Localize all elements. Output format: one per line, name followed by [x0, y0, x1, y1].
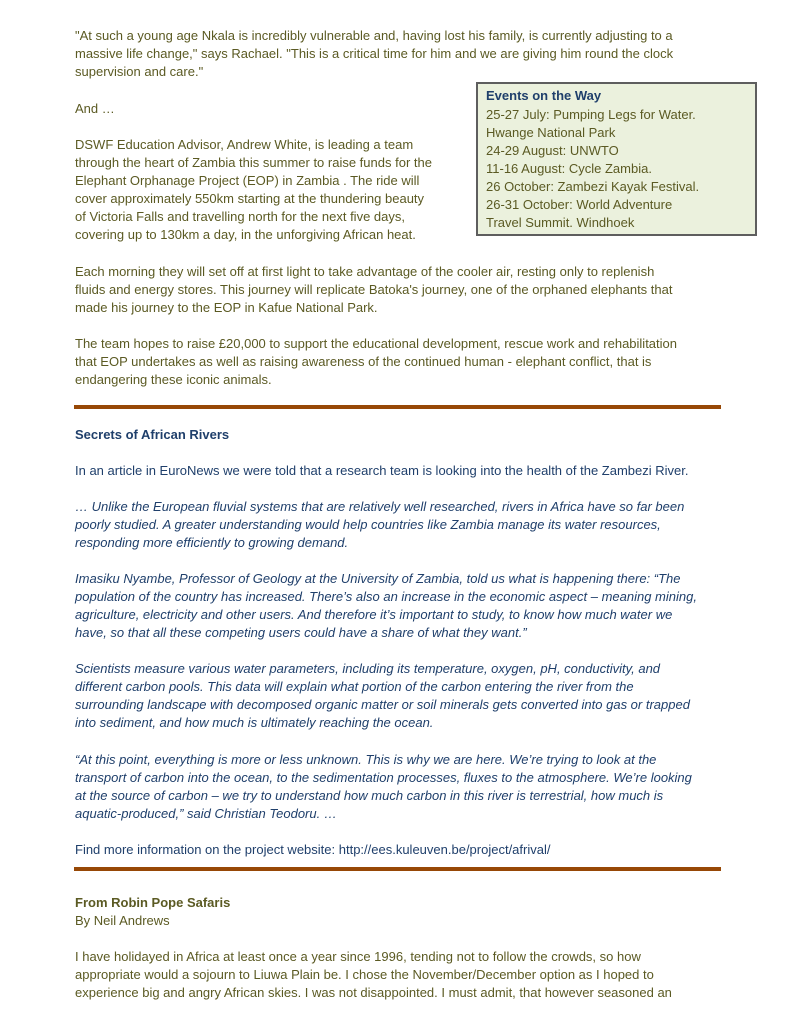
text-line: into sediment, and how much is ultimately reaching the ocean.: [75, 715, 434, 730]
text-line: through the heart of Zambia this summer to raise funds for the: [75, 155, 432, 170]
text-line: transport of carbon into the ocean, to the sedimentation processes, fluxes to the atmosphere. We’re looking: [75, 770, 692, 785]
text-line: have, so that all these competing users could have a share of what they want.”: [75, 625, 527, 640]
section-divider: [74, 867, 721, 871]
event-item: 11-16 August: Cycle Zambia.: [486, 161, 652, 176]
event-item: Travel Summit. Windhoek: [486, 215, 635, 230]
text-line: "At such a young age Nkala is incredibly vulnerable and, having lost his family, is currently adjusting to a: [75, 28, 673, 43]
text-line: population of the country has increased. There’s also an increase in the economic aspect – meaning mining,: [75, 589, 697, 604]
text-line: I have holidayed in Africa at least once a year since 1996, tending not to follow the crowds, so how: [75, 949, 641, 964]
safaris-paragraph: [75, 948, 672, 1002]
rivers-heading: Secrets of African Rivers: [75, 427, 230, 442]
event-item: Hwange National Park: [486, 125, 616, 140]
text-line: poorly studied. A greater understanding would help countries like Zambia manage its water resources,: [75, 517, 661, 532]
text-line: made his journey to the EOP in Kafue National Park.: [75, 300, 378, 315]
morning-paragraph: [75, 263, 672, 317]
rivers-intro: In an article in EuroNews we were told that a research team is looking into the health of the Zambezi River.: [75, 463, 689, 478]
project-link-line: Find more information on the project website: http://ees.kuleuven.be/project/afrival/: [75, 842, 551, 857]
text-line: aquatic-produced,” said Christian Teodoru. …: [75, 806, 337, 821]
events-box: [476, 82, 757, 236]
team-paragraph: [75, 335, 677, 389]
event-item: 26-31 October: World Adventure: [486, 197, 673, 212]
rivers-quote-3: [75, 660, 690, 732]
text-line: endangering these iconic animals.: [75, 372, 272, 387]
safaris-heading: From Robin Pope Safaris: [75, 895, 231, 910]
text-line: that EOP undertakes as well as raising awareness of the continued human - elephant conflict, that is: [75, 354, 652, 369]
text-line: “At this point, everything is more or less unknown. This is why we are here. We’re trying to look at the: [75, 752, 657, 767]
text-line: different carbon pools. This data will explain what portion of the carbon entering the river from the: [75, 679, 634, 694]
and-text: And …: [75, 101, 115, 116]
text-line: DSWF Education Advisor, Andrew White, is leading a team: [75, 137, 414, 152]
text-line: agriculture, electricity and other users. And therefore it’s important to study, to know how much water we: [75, 607, 673, 622]
text-line: … Unlike the European fluvial systems that are relatively well researched, rivers in Africa have so far been: [75, 499, 685, 514]
text-line: Elephant Orphanage Project (EOP) in Zambia . The ride will: [75, 173, 420, 188]
text-line: Scientists measure various water parameters, including its temperature, oxygen, pH, conductivity, and: [75, 661, 661, 676]
text-line: The team hopes to raise £20,000 to support the educational development, rescue work and rehabilitation: [75, 336, 677, 351]
text-line: massive life change," says Rachael. "This is a critical time for him and we are giving him round the clock: [75, 46, 674, 61]
text-line: responding more efficiently to growing demand.: [75, 535, 349, 550]
text-line: Each morning they will set off at first light to take advantage of the cooler air, resting only to replenish: [75, 264, 655, 279]
event-item: 26 October: Zambezi Kayak Festival.: [486, 179, 700, 194]
text-line: surrounding landscape with decomposed organic matter or soil minerals gets converted into gas or trapped: [75, 697, 690, 712]
text-line: fluids and energy stores. This journey will replicate Batoka's journey, one of the orphaned elephants that: [75, 282, 673, 297]
text-line: covering up to 130km a day, in the unforgiving African heat.: [75, 227, 416, 242]
event-item: 25-27 July: Pumping Legs for Water.: [486, 107, 696, 122]
safaris-byline: By Neil Andrews: [75, 913, 170, 928]
section-divider: [74, 405, 721, 409]
text-line: of Victoria Falls and travelling north for the next five days,: [75, 209, 405, 224]
intro-quote: [75, 27, 673, 81]
text-line: appropriate would a sojourn to Liuwa Plain be. I chose the November/December option as I hoped to: [75, 967, 654, 982]
rivers-quote-1: [75, 498, 684, 552]
dswf-paragraph: [75, 136, 432, 244]
text-line: cover approximately 550km starting at the thundering beauty: [75, 191, 425, 206]
rivers-quote-2: [75, 570, 697, 642]
text-line: experience big and angry African skies. I was not disappointed. I must admit, that however seasoned an: [75, 985, 672, 1000]
rivers-quote-4: [75, 751, 692, 823]
text-line: at the source of carbon – we try to understand how much carbon in this river is terrestrial, how much is: [75, 788, 664, 803]
event-item: 24-29 August: UNWTO: [486, 143, 619, 158]
text-line: supervision and care.": [75, 64, 204, 79]
text-line: Imasiku Nyambe, Professor of Geology at the University of Zambia, told us what is happening there: “The: [75, 571, 681, 586]
events-title: Events on the Way: [486, 88, 602, 103]
